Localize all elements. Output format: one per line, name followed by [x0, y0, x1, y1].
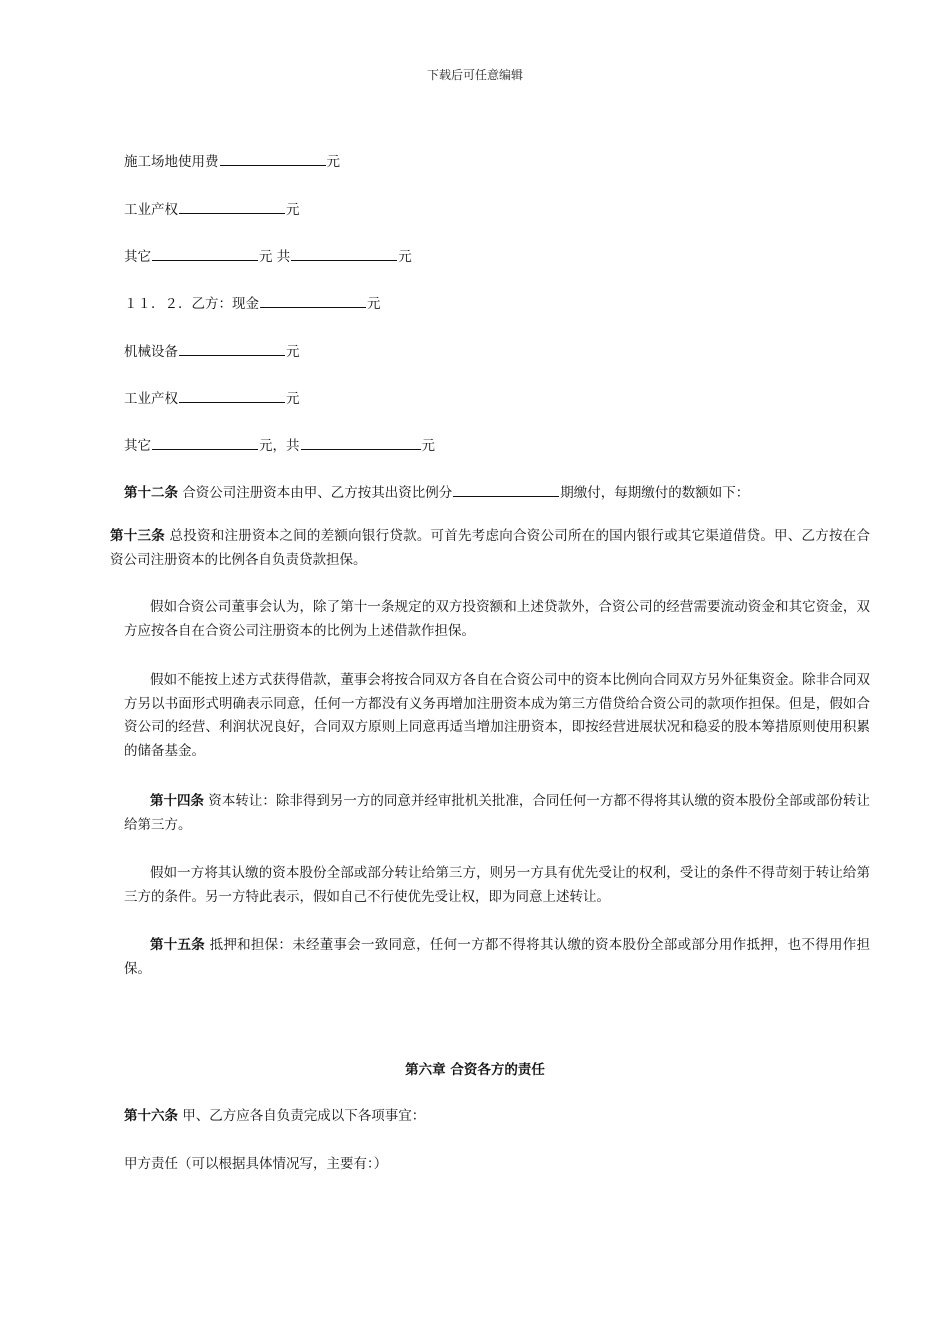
article-12-text2: 期缴付，每期缴付的数额如下： [560, 485, 750, 501]
party-a-responsibilities: 甲方责任（可以根据具体情况写，主要有：） [124, 1156, 388, 1172]
other1-unit2: 元 [398, 249, 412, 265]
ip2-blank[interactable] [179, 388, 285, 403]
article-16 [124, 1104, 425, 1124]
machinery-line [124, 340, 300, 360]
article-13-paragraph-2: 假如合资公司董事会认为，除了第十一条规定的双方投资额和上述贷款外，合资公司的经营需要流动资金和其它资金，双方应按各自在合资公司注册资本的比例为上述借款作担保。 [124, 599, 870, 639]
site-fee-unit: 元 [326, 154, 340, 170]
article-16-title: 第十六条 [124, 1108, 178, 1124]
article-12-text1: 合资公司注册资本由甲、乙方按其出资比例分 [178, 485, 453, 501]
chapter-6-heading: 第六章 合资各方的责任 [405, 1062, 545, 1078]
ip2-label: 工业产权 [124, 391, 178, 407]
article-13-text: 总投资和注册资本之间的差额向银行贷款。可首先考虑向合资公司所在的国内银行或其它渠道借贷。甲、乙方按在合资公司注册资本的比例各自负责贷款担保。 [110, 528, 871, 568]
industrial-property-line-a [124, 198, 300, 218]
ip1-unit: 元 [286, 202, 300, 218]
article-15 [124, 934, 870, 981]
article-12-blank[interactable] [453, 482, 559, 497]
article-14-paragraph-2: 假如一方将其认缴的资本股份全部或部分转让给第三方，则另一方具有优先受让的权利，受让的条件不得苛刻于转让给第三方的条件。另一方特此表示，假如自己不行使优先受让权，即为同意上述转让。 [124, 865, 870, 905]
other2-blank-2[interactable] [301, 435, 421, 450]
other2-label: 其它 [124, 438, 151, 454]
other2-unit2: 元 [421, 438, 435, 454]
b-cash-label: １１．２．乙方：现金 [124, 296, 259, 312]
ip1-label: 工业产权 [124, 202, 178, 218]
article-13-title: 第十三条 [110, 528, 165, 544]
machinery-label: 机械设备 [124, 344, 178, 360]
page-header: 下载后可任意编辑 [426, 68, 523, 82]
other-line-b [124, 434, 435, 454]
party-b-cash-line [124, 292, 381, 312]
article-15-text: 抵押和担保：未经董事会一致同意，任何一方都不得将其认缴的资本股份全部或部分用作抵押，也不得用作担保。 [124, 937, 871, 977]
other2-blank-1[interactable] [152, 435, 258, 450]
article-14 [124, 790, 870, 837]
machinery-unit: 元 [286, 344, 300, 360]
other1-blank-1[interactable] [152, 246, 258, 261]
b-cash-blank[interactable] [260, 293, 366, 308]
other-line-a [124, 245, 412, 265]
article-13 [110, 525, 870, 572]
site-fee-label: 施工场地使用费 [124, 154, 219, 170]
article-14-text: 资本转让：除非得到另一方的同意并经审批机关批准，合同任何一方都不得将其认缴的资本股份全部或部份转让给第三方。 [124, 793, 870, 833]
other1-blank-2[interactable] [291, 246, 397, 261]
ip1-blank[interactable] [179, 199, 285, 214]
article-16-text: 甲、乙方应各自负责完成以下各项事宜： [178, 1108, 426, 1124]
article-12-title: 第十二条 [124, 485, 178, 501]
machinery-blank[interactable] [179, 341, 285, 356]
article-12 [124, 481, 749, 501]
ip2-unit: 元 [286, 391, 300, 407]
article-13-paragraph-3: 假如不能按上述方式获得借款，董事会将按合同双方各自在合资公司中的资本比例向合同双方另外征集资金。除非合同双方另以书面形式明确表示同意，任何一方都没有义务再增加注册资本成为第三方借贷给合资公司的款项作担保。但是，假如合资公司的经营、利润状况良好，合同双方原则上同意再适当增加注册资本，即按经营进展状况和稳妥的股本筹措原则使用积累的储备基金。 [124, 672, 870, 759]
b-cash-unit: 元 [367, 296, 381, 312]
article-14-title: 第十四条 [150, 793, 205, 809]
article-15-title: 第十五条 [150, 937, 206, 953]
site-fee-line [124, 150, 340, 170]
other1-label: 其它 [124, 249, 151, 265]
other2-unit1: 元，共 [259, 438, 300, 454]
other1-unit1: 元 共 [259, 249, 291, 265]
site-fee-blank[interactable] [220, 151, 326, 166]
industrial-property-line-b [124, 387, 300, 407]
